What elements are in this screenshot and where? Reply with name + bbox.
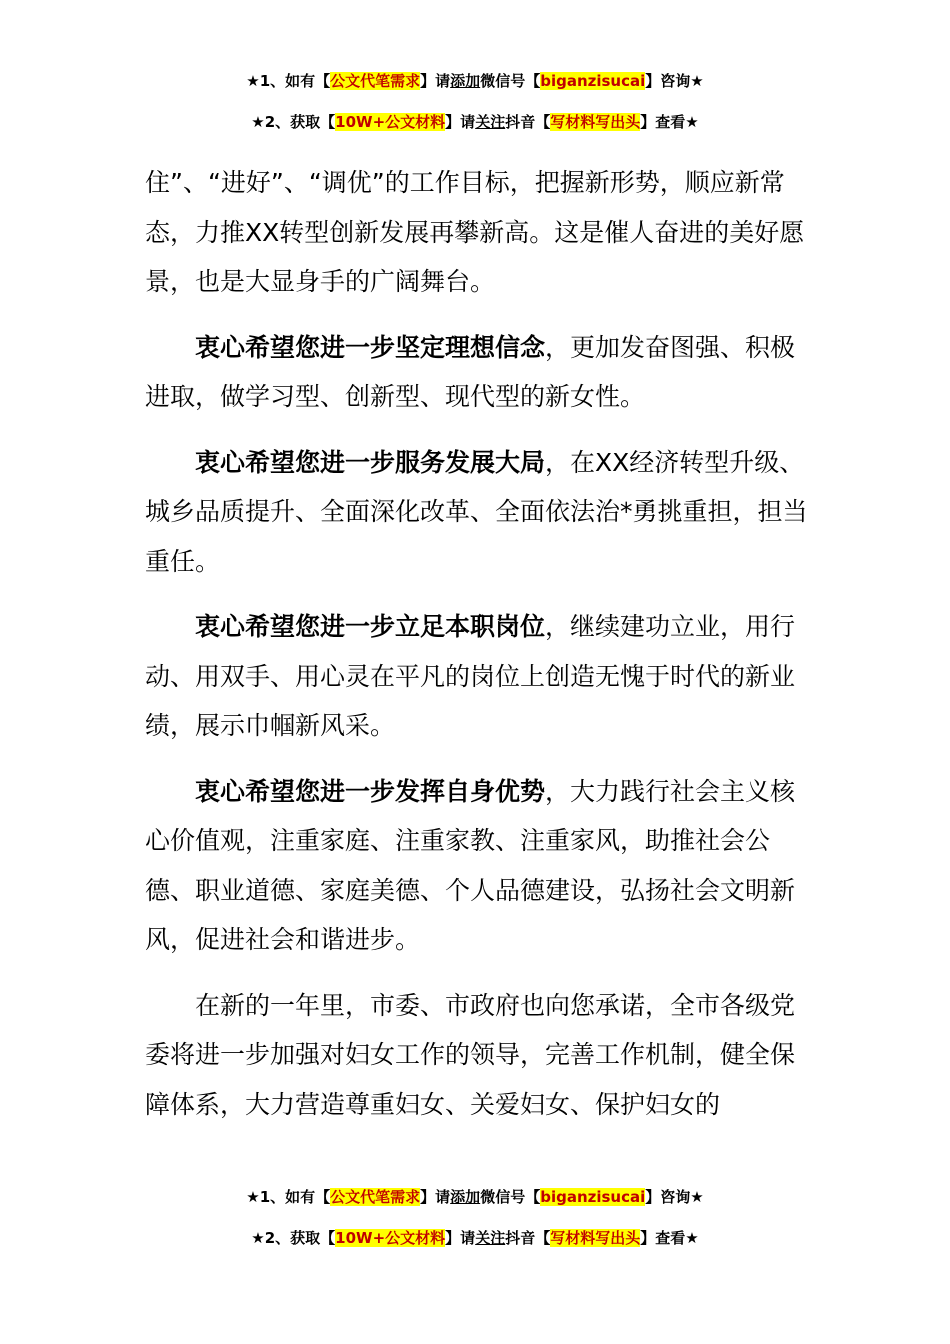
star-icon: ★ [685, 113, 699, 131]
banner-text: 2、获取【 [264, 113, 336, 131]
banner-text: 】请 [420, 1188, 451, 1206]
header-banner-line1 [0, 71, 950, 91]
paragraph-rest: ，继续建功立业，用行动、用双手、用心灵在平凡的岗位上创造无愧于时代的新业绩，展示巾帼新风采。 [145, 612, 796, 740]
paragraph-post [145, 602, 810, 751]
highlight-materials: 10W+公文材料 [335, 113, 446, 131]
banner-text: 】请 [420, 72, 451, 90]
paragraph-lead: 衷心希望您进一步服务发展大局 [195, 447, 546, 477]
paragraph-lead: 衷心希望您进一步立足本职岗位 [195, 612, 546, 641]
underlined-add: 添加 [450, 72, 481, 90]
highlight-douyin: 写材料写出头 [550, 113, 641, 131]
header-banner-line2 [0, 112, 950, 132]
paragraph-development [145, 438, 810, 587]
paragraph-rest: ，大力践行社会主义核心价值观，注重家庭、注重家教、注重家风，助推社会公德、职业道德、家庭美德、个人品德建设，弘扬社会文明新风，促进社会和谐进步。 [145, 776, 796, 954]
banner-text: 微信号【 [480, 1188, 541, 1206]
paragraph-rest: ，更加发奋图强、积极进取，做学习型、创新型、现代型的新女性。 [145, 332, 796, 411]
paragraph-promise: 在新的一年里，市委、市政府也向您承诺，全市各级党委将进一步加强对妇女工作的领导，完善工作机制，健全保障体系，大力营造尊重妇女、关爱妇女、保护妇女的 [145, 990, 796, 1119]
underlined-add: 添加 [450, 1188, 481, 1206]
banner-text: 】查看 [640, 113, 686, 131]
banner-text: 】咨询 [645, 72, 691, 90]
star-icon: ★ [690, 1188, 704, 1206]
star-icon: ★ [246, 72, 260, 90]
underlined-follow: 关注 [475, 1229, 506, 1247]
highlight-ghostwriting: 公文代笔需求 [330, 1188, 421, 1206]
paragraph-ideals [145, 323, 810, 422]
star-icon: ★ [251, 113, 265, 131]
highlight-wechat-id: biganzisucai [540, 72, 646, 90]
banner-text: 2、获取【 [264, 1229, 336, 1247]
paragraph-rest: ，在XX经济转型升级、城乡品质提升、全面深化改革、全面依法治*勇挑重担，担当重任。 [145, 447, 808, 576]
star-icon: ★ [251, 1229, 265, 1247]
banner-text: 】请 [445, 1229, 476, 1247]
paragraph-lead: 衷心希望您进一步发挥自身优势 [195, 776, 546, 806]
highlight-ghostwriting: 公文代笔需求 [330, 72, 421, 90]
paragraph-lead: 衷心希望您进一步坚定理想信念 [195, 332, 546, 362]
paragraph-strengths [145, 767, 810, 965]
highlight-materials: 10W+公文材料 [335, 1229, 446, 1247]
banner-text: 】查看 [640, 1229, 686, 1247]
document-body [145, 158, 810, 1145]
banner-text: 1、如有【 [259, 72, 331, 90]
footer-banner-line2 [0, 1228, 950, 1248]
banner-text: 抖音【 [505, 1229, 551, 1247]
banner-text: 】请 [445, 113, 476, 131]
star-icon: ★ [685, 1229, 699, 1247]
star-icon: ★ [246, 1188, 260, 1206]
highlight-douyin: 写材料写出头 [550, 1229, 641, 1247]
banner-text: 1、如有【 [259, 1188, 331, 1206]
banner-text: 微信号【 [480, 72, 541, 90]
underlined-follow: 关注 [475, 113, 506, 131]
star-icon: ★ [690, 72, 704, 90]
footer-banner-line1 [0, 1187, 950, 1207]
banner-text: 】咨询 [645, 1188, 691, 1206]
highlight-wechat-id: biganzisucai [540, 1188, 646, 1206]
banner-text: 抖音【 [505, 113, 551, 131]
paragraph-continued: 住”、“进好”、“调优”的工作目标，把握新形势，顺应新常态，力推XX转型创新发展再攀新高。这是催人奋进的美好愿景，也是大显身手的广阔舞台。 [145, 168, 805, 296]
